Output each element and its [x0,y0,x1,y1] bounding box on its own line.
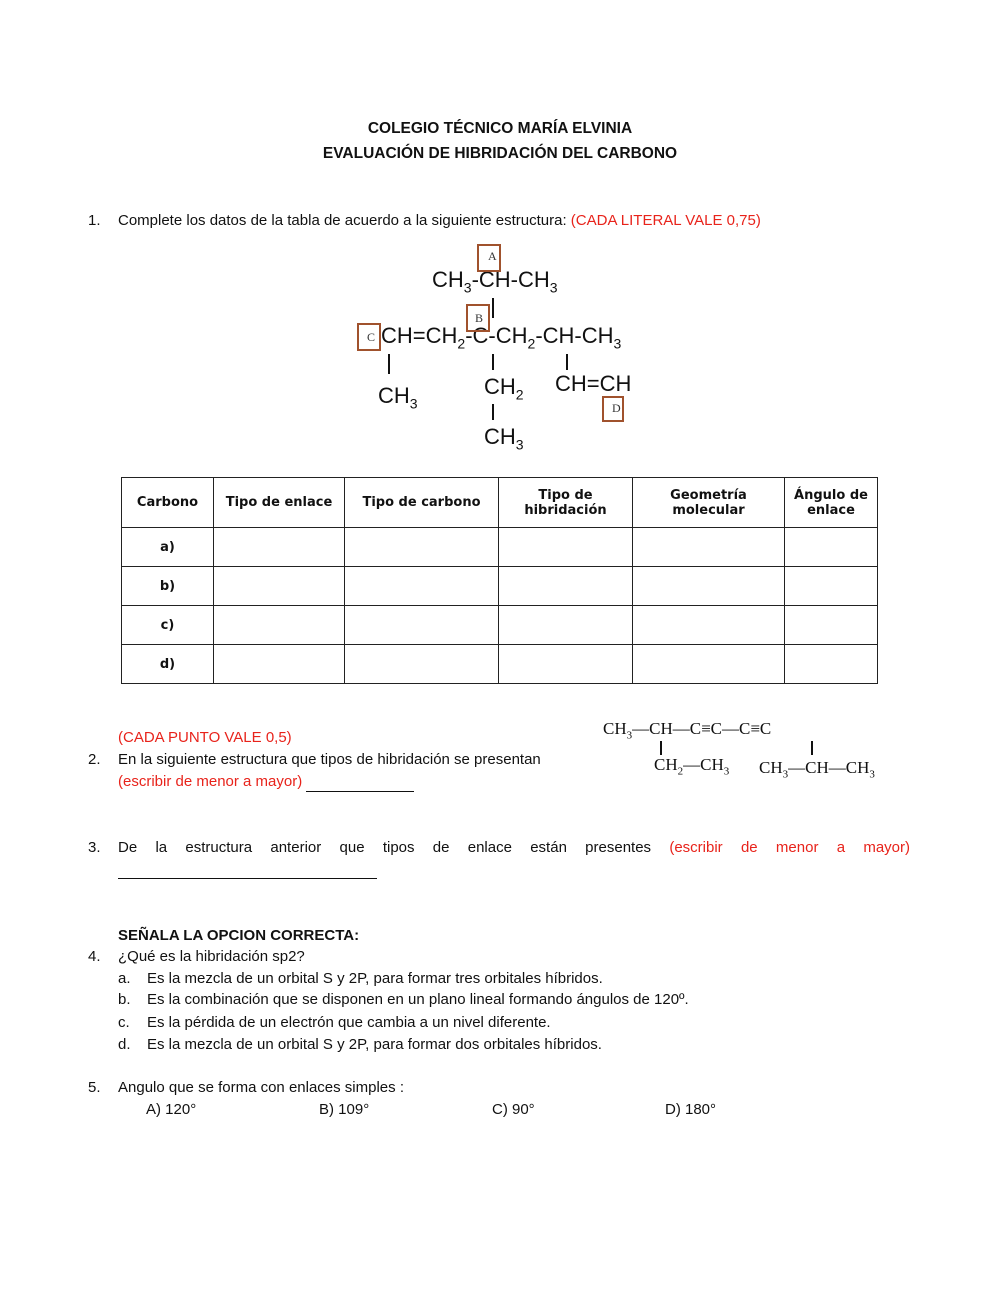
table-cell[interactable] [785,567,878,606]
table-cell[interactable] [214,567,345,606]
option-b[interactable]: B) 109° [319,1101,370,1118]
marker-label-a: A [488,249,497,263]
question-1-number: 1. [88,212,101,229]
table-cell[interactable] [499,606,633,645]
table-cell[interactable] [499,645,633,684]
table-cell[interactable] [214,645,345,684]
question-1-prompt: Complete los datos de la tabla de acuerdo a la siguiente estructura: [118,212,571,229]
table-row [122,645,878,684]
table-cell[interactable] [633,528,785,567]
structure-1-bond-line [388,354,390,374]
table-row [122,567,878,606]
question-2-order-hint: (escribir de menor a mayor) [118,773,303,790]
question-2-points: (CADA PUNTO VALE 0,5) [118,729,292,746]
table-cell[interactable] [633,606,785,645]
table-cell[interactable] [633,645,785,684]
structure-2-isopropyl: $CH_3—CH—CH_3$ [759,758,875,781]
option-a[interactable]: Es la mezcla de un orbital S y 2P, para formar tres orbitales híbridos. [147,970,603,987]
marker-label-d: D [612,401,621,415]
question-1-text [118,211,761,231]
table-cell[interactable] [345,528,499,567]
question-2-number: 2. [88,751,101,768]
structure-1-bond-line [566,354,568,370]
question-3-prompt: De la estructura anterior que tipos de enlace están presentes [118,839,670,856]
table-cell[interactable] [214,606,345,645]
structure-2-ethyl: $CH_2—CH_3$ [654,755,730,778]
question-4-text: ¿Qué es la hibridación sp2? [118,948,305,965]
structure-2-bond-line [811,741,813,755]
option-c[interactable]: Es la pérdida de un electrón que cambia a un nivel diferente. [147,1014,551,1031]
question-1-points: (CADA LITERAL VALE 0,75) [570,212,761,229]
table-header: Tipo de hibridación [499,478,633,528]
structure-2-bond-line [660,741,662,755]
table-cell[interactable] [785,645,878,684]
option-c[interactable]: C) 90° [492,1101,535,1118]
table-cell[interactable] [499,567,633,606]
school-name: COLEGIO TÉCNICO MARÍA ELVINIA [367,120,633,137]
structure-1-ethyl-ch3: $CH_3$ [484,424,524,453]
structure-1-methyl-left: $CH_3$ [378,383,418,412]
table-header-row [122,478,878,528]
table-cell[interactable] [345,567,499,606]
table-header: Tipo de enlace [214,478,345,528]
table-row-label: c) [122,606,214,645]
question-5-text: Angulo que se forma con enlaces simples : [118,1079,404,1096]
section-heading: SEÑALA LA OPCION CORRECTA: [118,927,360,944]
marker-label-c: C [367,330,376,344]
table-cell[interactable] [785,528,878,567]
table-header: Carbono [122,478,214,528]
hybridization-table [121,477,878,684]
question-4-number: 4. [88,948,101,965]
table-row-label: a) [122,528,214,567]
option-a[interactable]: A) 120° [146,1101,197,1118]
structure-1-vinyl: CH=CH [555,371,632,396]
structure-1-bond-line [492,404,494,420]
exam-title: EVALUACIÓN DE HIBRIDACIÓN DEL CARBONO [322,145,678,162]
table-header: Tipo de carbono [345,478,499,528]
question-2-text: En la siguiente estructura que tipos de hibridación se presentan [118,751,541,768]
table-header: Ángulo de enlace [785,478,878,528]
answer-blank[interactable] [118,862,377,879]
option-letter: d. [118,1036,131,1053]
table-row [122,606,878,645]
question-5-number: 5. [88,1079,101,1096]
question-3-number: 3. [88,839,101,856]
option-letter: b. [118,991,131,1008]
table-row [122,528,878,567]
option-d[interactable]: D) 180° [665,1101,717,1118]
structure-1-main-chain: $CH=CH_2-C-CH_2-CH-CH_3$ [381,323,622,352]
option-letter: a. [118,970,131,987]
table-cell[interactable] [214,528,345,567]
table-row-label: b) [122,567,214,606]
table-cell[interactable] [499,528,633,567]
question-3-text-line [118,838,910,858]
question-3-order-hint: (escribir de menor a mayor) [669,839,910,856]
option-b[interactable]: Es la combinación que se disponen en un plano lineal formando ángulos de 120º. [147,991,689,1008]
table-cell[interactable] [345,606,499,645]
structure-2-main-chain: $CH_3—CH—C\equiv C—C\equiv C$ [603,719,772,742]
table-cell[interactable] [633,567,785,606]
structure-1-bond-line [492,298,494,318]
structure-1-ethyl-ch2: $CH_2$ [484,374,524,403]
option-d[interactable]: Es la mezcla de un orbital S y 2P, para formar dos orbitales híbridos. [147,1036,602,1053]
structure-1-bond-line [492,354,494,370]
table-row-label: d) [122,645,214,684]
table-cell[interactable] [345,645,499,684]
question-2-answer-line [118,772,414,792]
option-letter: c. [118,1014,130,1031]
table-header: Geometría molecular [633,478,785,528]
answer-blank[interactable] [306,777,414,792]
table-cell[interactable] [785,606,878,645]
marker-label-b: B [475,311,484,325]
structure-1-top-chain: $CH_3-CH-CH_3$ [432,267,558,296]
